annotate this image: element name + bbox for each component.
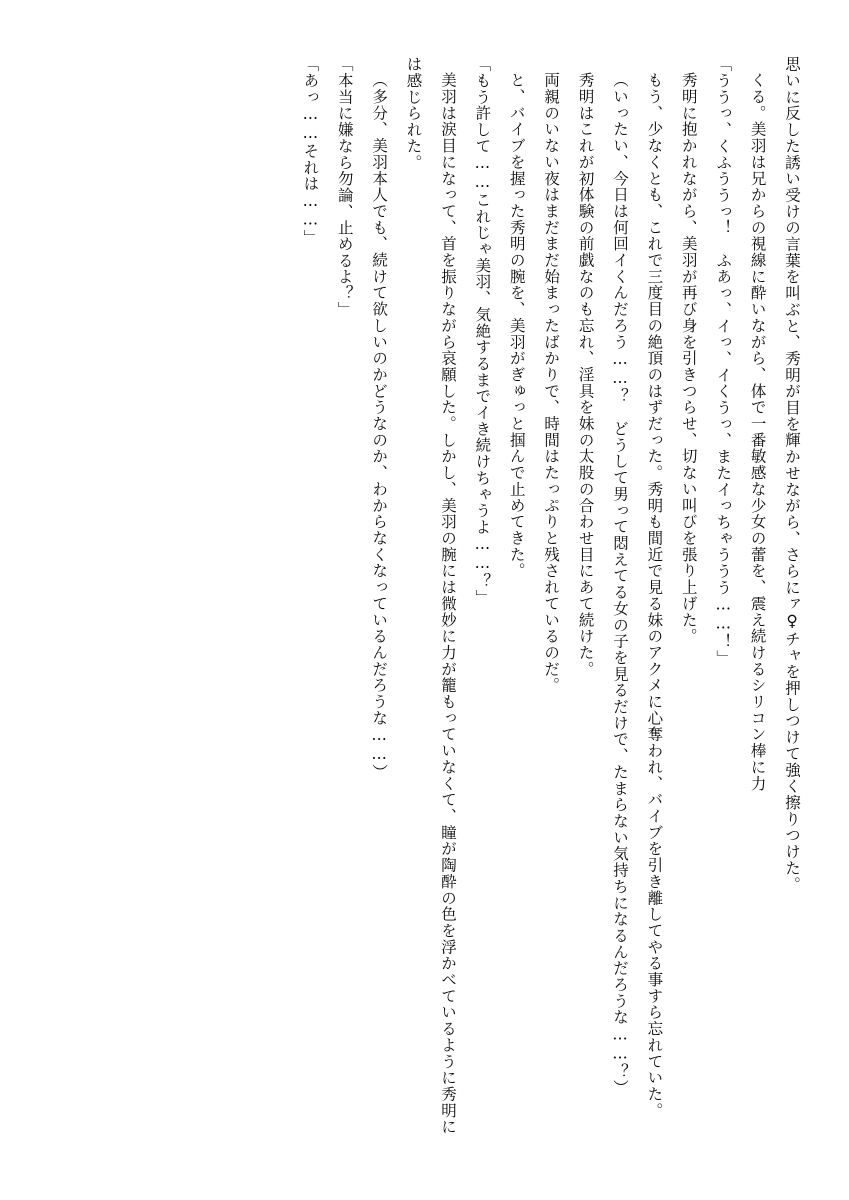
paragraph: 秀明に抱かれながら、美羽が再び身を引きつらせ、切ない叫びを張り上げた。 <box>679 71 698 644</box>
vertical-text-body <box>40 56 809 1144</box>
paragraph: くる。美羽は兄からの視線に酔いながら、体で一番敏感な少女の蕾を、震え続けるシリコン棒に力 <box>748 71 767 792</box>
paragraph: 両親のいない夜はまだまだ始まったばかりで、時間はたっぷりと残されているのだ。 <box>542 71 561 693</box>
paragraph: 秀明はこれが初体験の前戯なのも忘れ、淫具を妹の太股の合わせ目にあて続けた。 <box>576 71 595 677</box>
paragraph: 「もう許して……これじゃ美羽、気絶するまでイき続けちゃうよ……？」 <box>473 56 492 606</box>
paragraph: 「ううっ、くふううっ！ ふあっ、イっ、イくうっ、またイっちゃううう……！」 <box>714 56 733 667</box>
paragraph: （いったい、今日は何回イくんだろう……？ どうして男って悶えてる女の子を見るだけで、たまらない気持ちになるんだろうな……？） <box>610 71 629 1096</box>
paragraph: と、バイブを握った秀明の腕を、美羽がぎゅっと掴んで止めてきた。 <box>507 71 526 579</box>
paragraph: （多分、美羽本人でも、続けて欲しいのかどうなのか、わからなくなっているんだろうな……） <box>370 71 389 780</box>
paragraph: 美羽は涙目になって、首を振りながら哀願した。しかし、美羽の腕には微妙に力が籠もっていなくて、瞳が陶酔の色を浮かべているように秀明には感じられた。 <box>404 56 457 1135</box>
paragraph: 「本当に嫌なら勿論、止めるよ？」 <box>335 56 354 318</box>
paragraph: もう、少なくとも、これで三度目の絶頂のはずだった。秀明も間近で見る妹のアクメに心奪われ、バイブを引き離してやる事すら忘れていた。 <box>645 71 664 1119</box>
paragraph: 「あっ……それは……」 <box>301 56 320 246</box>
paragraph: 思いに反した誘い受けの言葉を叫ぶと、秀明が目を輝かせながら、さらにァ♀チャを押しつけて強く擦りつけた。 <box>783 56 801 893</box>
